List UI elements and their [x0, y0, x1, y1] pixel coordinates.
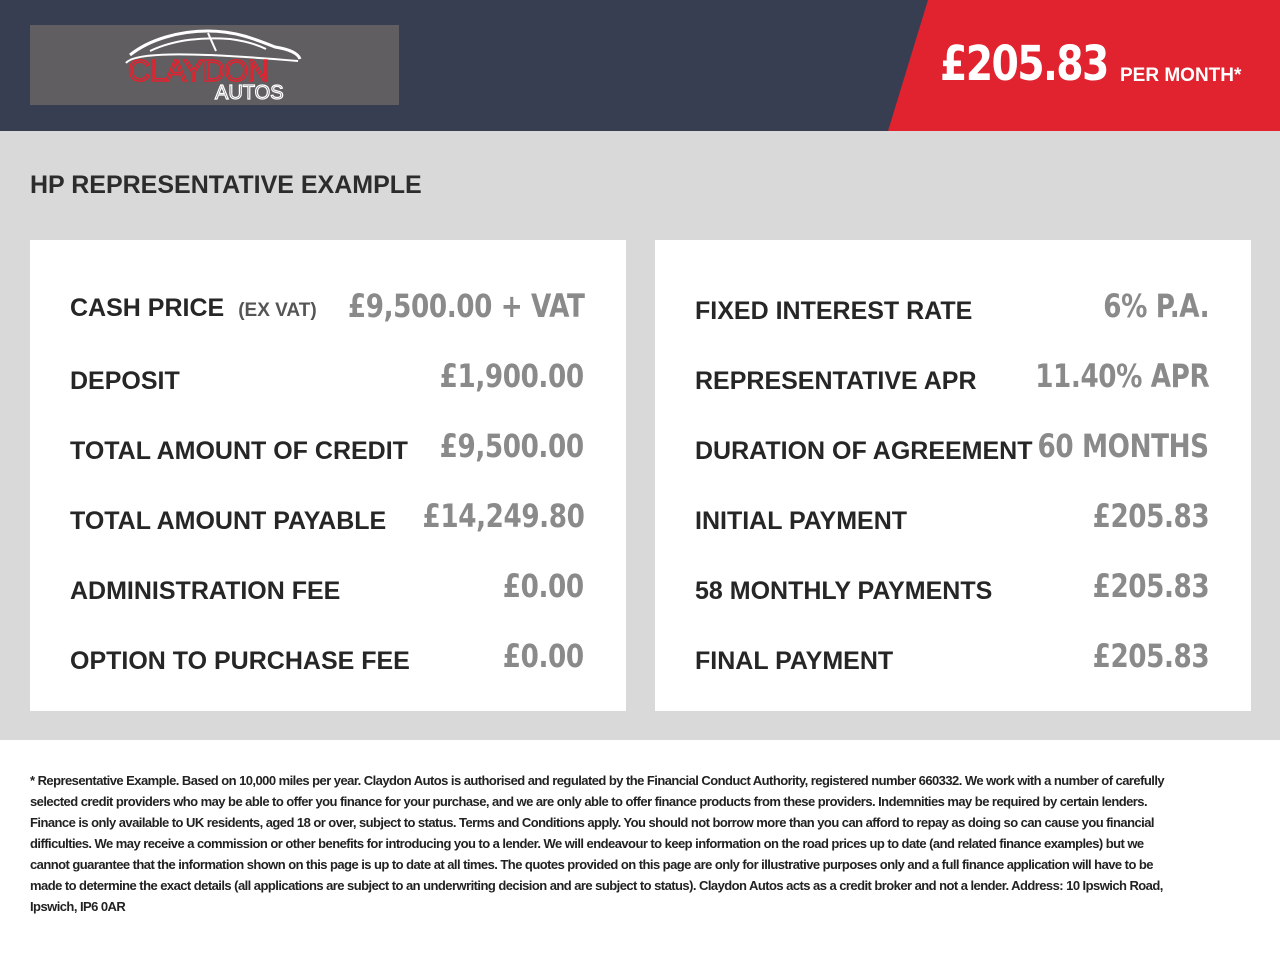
- row-cash-price: [70, 286, 584, 326]
- row-value: £1,900.00: [439, 357, 584, 395]
- monthly-price-amount: £205.83: [940, 36, 1108, 92]
- row-label-text: CASH PRICE: [70, 294, 225, 322]
- row-final-payment: [695, 636, 1209, 676]
- row-label: OPTION TO PURCHASE FEE: [70, 647, 410, 675]
- finance-card-right: [655, 240, 1251, 711]
- row-admin-fee: [70, 566, 584, 606]
- row-total-credit: [70, 426, 584, 466]
- finance-card-left: [30, 240, 626, 711]
- row-value: £9,500.00: [439, 427, 584, 465]
- row-label: TOTAL AMOUNT OF CREDIT: [70, 437, 408, 465]
- row-label: REPRESENTATIVE APR: [695, 367, 977, 395]
- row-value: £0.00: [503, 567, 584, 605]
- row-label: TOTAL AMOUNT PAYABLE: [70, 507, 387, 535]
- row-value: £9,500.00 + VAT: [347, 287, 584, 325]
- row-value: 60 MONTHS: [1037, 427, 1209, 465]
- brand-bottom-text: AUTOS: [215, 82, 284, 104]
- monthly-price-suffix: PER MONTH*: [1120, 65, 1242, 86]
- brand-top-text: CLAYDON: [128, 53, 269, 88]
- row-value: 11.40% APR: [1034, 357, 1209, 395]
- row-value: £205.83: [1092, 497, 1209, 535]
- brand-logo[interactable]: [30, 25, 399, 105]
- row-interest-rate: [695, 286, 1209, 326]
- row-value: 6% P.A.: [1103, 287, 1209, 325]
- row-duration: [695, 426, 1209, 466]
- row-label: DURATION OF AGREEMENT: [695, 437, 1033, 465]
- section-title: HP REPRESENTATIVE EXAMPLE: [30, 171, 422, 199]
- car-silhouette-icon: [30, 25, 399, 105]
- row-monthly-payments: [695, 566, 1209, 606]
- row-label: INITIAL PAYMENT: [695, 507, 908, 535]
- row-label: FIXED INTEREST RATE: [695, 297, 973, 325]
- disclaimer-text: * Representative Example. Based on 10,000 miles per year. Claydon Autos is authorised and regulated by the Financial Conduct Authority, registered number 660332. We work with a number of carefully selected credit providers who may be able to offer you finance for your purchase, and we are only able to offer finance products from these providers. Indemnities may be required by certain lenders. Finance is only available to UK residents, aged 18 or over, subject to status. Terms and Conditions apply. You should not borrow more than you can afford to repay as doing so can cause you financial difficulties. We may receive a commission or other benefits for introducing you to a lender. We will endeavour to keep information on the road prices up to date (and related finance examples) but we cannot guarantee that the information shown on this page is up to date at all times. The quotes provided on this page are only for illustrative purposes only and a full finance application will have to be made to determine the exact details (all applications are subject to an underwriting decision and are subject to status). Claydon Autos acts as a credit broker and not a lender. Address: 10 Ipswich Road, Ipswich, IP6 0AR: [30, 773, 1165, 914]
- row-value: £14,249.80: [422, 497, 584, 535]
- row-value: £205.83: [1092, 637, 1209, 675]
- row-label: ADMINISTRATION FEE: [70, 577, 341, 605]
- row-label: [70, 293, 317, 326]
- row-value: £0.00: [503, 637, 584, 675]
- row-deposit: [70, 356, 584, 396]
- row-initial-payment: [695, 496, 1209, 536]
- row-label: 58 MONTHLY PAYMENTS: [695, 577, 993, 605]
- row-option-fee: [70, 636, 584, 676]
- row-apr: [695, 356, 1209, 396]
- row-sublabel: (EX VAT): [238, 300, 317, 321]
- row-total-payable: [70, 496, 584, 536]
- row-label: DEPOSIT: [70, 367, 180, 395]
- row-label: FINAL PAYMENT: [695, 647, 894, 675]
- row-value: £205.83: [1092, 567, 1209, 605]
